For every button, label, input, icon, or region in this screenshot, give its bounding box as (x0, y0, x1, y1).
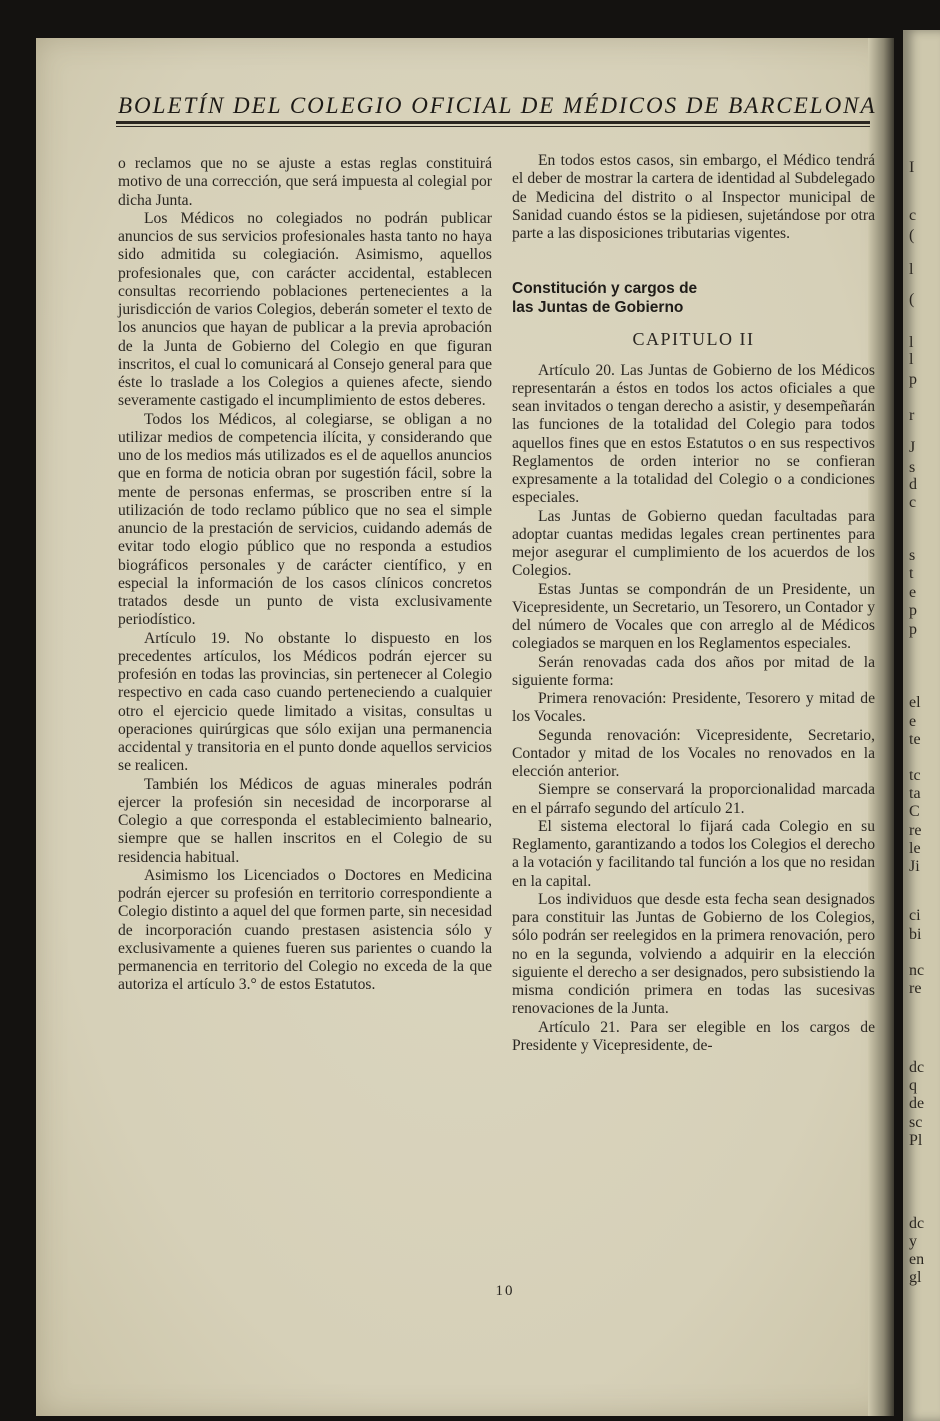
adjacent-page-fragment: re (909, 822, 922, 839)
body-paragraph: Estas Juntas se compondrán de un Presidente, un Vicepresidente, un Secretario, un Tesorero, un Contador y del número de Vocales que con arreglo al de Médicos colegiados se marquen en los Reglamentos especiales. (512, 580, 875, 653)
adjacent-page-fragment: dc (909, 1059, 925, 1076)
body-paragraph: También los Médicos de aguas minerales podrán ejercer la profesión sin necesidad de incorporarse al Colegio a que corresponda el establecimiento balneario, siempre que se hallen inscritos en el Colegio de su residencia habitual. (118, 775, 492, 866)
adjacent-page-fragment: s (909, 547, 916, 564)
body-paragraph: El sistema electoral lo fijará cada Colegio en su Reglamento, garantizando a todos los Colegios el derecho a la votación y facilitando tal función a los que no residan en la capital. (512, 817, 875, 890)
adjacent-page-fragment: e (909, 584, 917, 601)
adjacent-page-fragment: q (909, 1077, 917, 1094)
adjacent-page-fragment: de (909, 1095, 925, 1112)
adjacent-page-edge (903, 30, 940, 1421)
body-paragraph: o reclamos que no se ajuste a estas reglas constituirá motivo de una corrección, que será impuesta al colegial por dicha Junta. (118, 155, 492, 209)
adjacent-page-fragment: bi (909, 926, 922, 943)
adjacent-page-fragment: I (909, 159, 915, 176)
adjacent-page-fragment: el (909, 694, 921, 711)
bulletin-header-title: BOLETÍN DEL COLEGIO OFICIAL DE MÉDICOS DE BARCELONA (118, 93, 877, 118)
article-19-paragraph: Artículo 19. No obstante lo dispuesto en los precedentes artículos, los Médicos podrán ejercer su profesión en todas las provincias, sin pertenecer al Colegio respectivo en cada caso cuando perteneciendo a cualquier otro el ejercicio quede limitado a visitas, consultas u operaciones quirúrgicas que sólo exijan una permanencia accidental y transitoria en el punto donde aquellos servicios se realicen. (118, 629, 492, 775)
adjacent-page-fragment: C (909, 803, 920, 820)
adjacent-page-fragment: p (909, 371, 917, 388)
body-paragraph: Los individuos que desde esta fecha sean designados para constituir las Juntas de Gobierno de los Colegios, sólo podrán ser reelegidos en la primera renovación, pero no en la segunda, volviendo a adquirir en la elección siguiente el derecho a ser designados, pero subsistiendo la misma condición primera en todas las sucesivas renovaciones de la Junta. (512, 890, 875, 1018)
body-paragraph: Los Médicos no colegiados no podrán publicar anuncios de sus servicios profesionales hasta tanto no haya sido admitida su colegiación. Asimismo, aquellos profesionales que, con carácter accidental, establecen consultas recorriendo poblaciones pertenecientes a la jurisdicción de varios Colegios, deberán someter el texto de los anuncios que hayan de publicar a la previa aprobación de la Junta de Gobierno del Colegio en que figuran inscritos, el cual lo comunicará al Consejo general para que éste lo traslade a los Colegios a quienes afecte, siendo severamente castigado el incumplimiento de estos deberes. (118, 209, 492, 410)
body-paragraph: Siempre se conservará la proporcionalidad marcada en el párrafo segundo del artículo 21. (512, 781, 875, 817)
adjacent-page-fragment: p (909, 602, 917, 619)
adjacent-page-fragment: tc (909, 767, 921, 784)
adjacent-page-fragment: l (909, 334, 914, 351)
adjacent-page-fragment: J (909, 439, 916, 456)
adjacent-page-fragment: c (909, 494, 917, 511)
adjacent-page-fragment: ( (909, 291, 915, 308)
body-paragraph: Asimismo los Licenciados o Doctores en Medicina podrán ejercer su profesión en territorio correspondiente a Colegio distinto a aquel del que formen parte, sin necesidad de incorporación cuando prestasen asistencia sólo y exclusivamente a quienes fueren sus parientes o cuando la permanencia en territorio del Colegio no exceda de la que autoriza el artículo 3.° de estos Estatutos. (118, 866, 492, 994)
adjacent-page-fragment: l (909, 261, 914, 278)
body-paragraph: Serán renovadas cada dos años por mitad de la siguiente forma: (512, 653, 875, 689)
article-21-paragraph: Artículo 21. Para ser elegible en los cargos de Presidente y Vicepresidente, de- (512, 1018, 875, 1054)
header-rule-thick (116, 121, 870, 124)
adjacent-page-fragment: s (909, 459, 916, 476)
adjacent-page-fragment: p (909, 621, 917, 638)
adjacent-page-fragment: d (909, 476, 917, 493)
page-number: 10 (495, 1283, 515, 1299)
left-column (118, 155, 492, 995)
adjacent-page-fragment: r (909, 407, 915, 424)
adjacent-page-fragment: Pl (909, 1132, 923, 1149)
section-heading (512, 279, 875, 317)
body-paragraph: Primera renovación: Presidente, Tesorero y mitad de los Vocales. (512, 690, 875, 726)
adjacent-page-fragment: e (909, 713, 917, 730)
adjacent-page-fragment: Ji (909, 858, 920, 875)
adjacent-page-fragment: y (909, 1233, 917, 1250)
adjacent-page-fragment: gl (909, 1269, 922, 1286)
section-heading-line: Constitución y cargos de (512, 280, 698, 298)
right-column (512, 152, 875, 1055)
body-paragraph: Segunda renovación: Vicepresidente, Secretario, Contador y mitad de los Vocales no renovados en la elección anterior. (512, 726, 875, 780)
body-paragraph: Todos los Médicos, al colegiarse, se obligan a no utilizar medios de competencia ilícita, y considerando que uno de los medios más utilizados es el de aquellos anuncios que en forma de noticia obran por sugestión fácil, sobre la mente de personas enfermas, se proscriben entre sí la utilización de todo reclamo público que no sea el simple anuncio de la prestación de servicios, cuidando además de evitar todo elogio público que no responda a estudios biográficos personales y de carácter científico, y en especial la información de los casos clínicos concretos tratados desde un punto de vista exclusivamente periodístico. (118, 410, 492, 629)
adjacent-page-fragment: sc (909, 1114, 923, 1131)
header-rule-thin (116, 126, 870, 127)
body-paragraph: En todos estos casos, sin embargo, el Médico tendrá el deber de mostrar la cartera de identidad al Subdelegado de Medicina del distrito o al Inspector municipal de Sanidad cuando éstos se la pidiesen, sujetándose por otra parte a las disposiciones tributarias vigentes. (512, 152, 875, 242)
adjacent-page-fragment: dc (909, 1215, 925, 1232)
adjacent-page-fragment: le (909, 840, 921, 857)
adjacent-page-fragment: en (909, 1251, 925, 1268)
article-20-paragraph: Artículo 20. Las Juntas de Gobierno de los Médicos representarán a éstos en todos los actos oficiales a que sean invitados o tengan derecho a asistir, y desempeñarán las funciones de la totalidad del Colegio para todos aquellos fines que en estos Estatutos o en sus respectivos Reglamentos de orden interior no se confieran expresamente a la totalidad del Colegio o a condiciones especiales. (512, 361, 875, 507)
chapter-title: CAPITULO II (632, 329, 755, 350)
adjacent-page-fragment: re (909, 980, 922, 997)
adjacent-page-fragment: ci (909, 907, 921, 924)
adjacent-page-fragment: ta (909, 785, 921, 802)
adjacent-page-fragment: te (909, 731, 921, 748)
adjacent-page-fragment: ( (909, 227, 915, 244)
adjacent-page-fragment: l (909, 351, 914, 368)
body-paragraph: Las Juntas de Gobierno quedan facultadas para adoptar cuantas medidas legales crean pertinentes para mejor asegurar el cumplimiento de los acuerdos de los Colegios. (512, 507, 875, 580)
adjacent-page-fragment: t (909, 565, 914, 582)
adjacent-page-fragment: c (909, 207, 917, 224)
adjacent-page-fragment: nc (909, 962, 925, 979)
section-heading-line: las Juntas de Gobierno (512, 299, 684, 317)
